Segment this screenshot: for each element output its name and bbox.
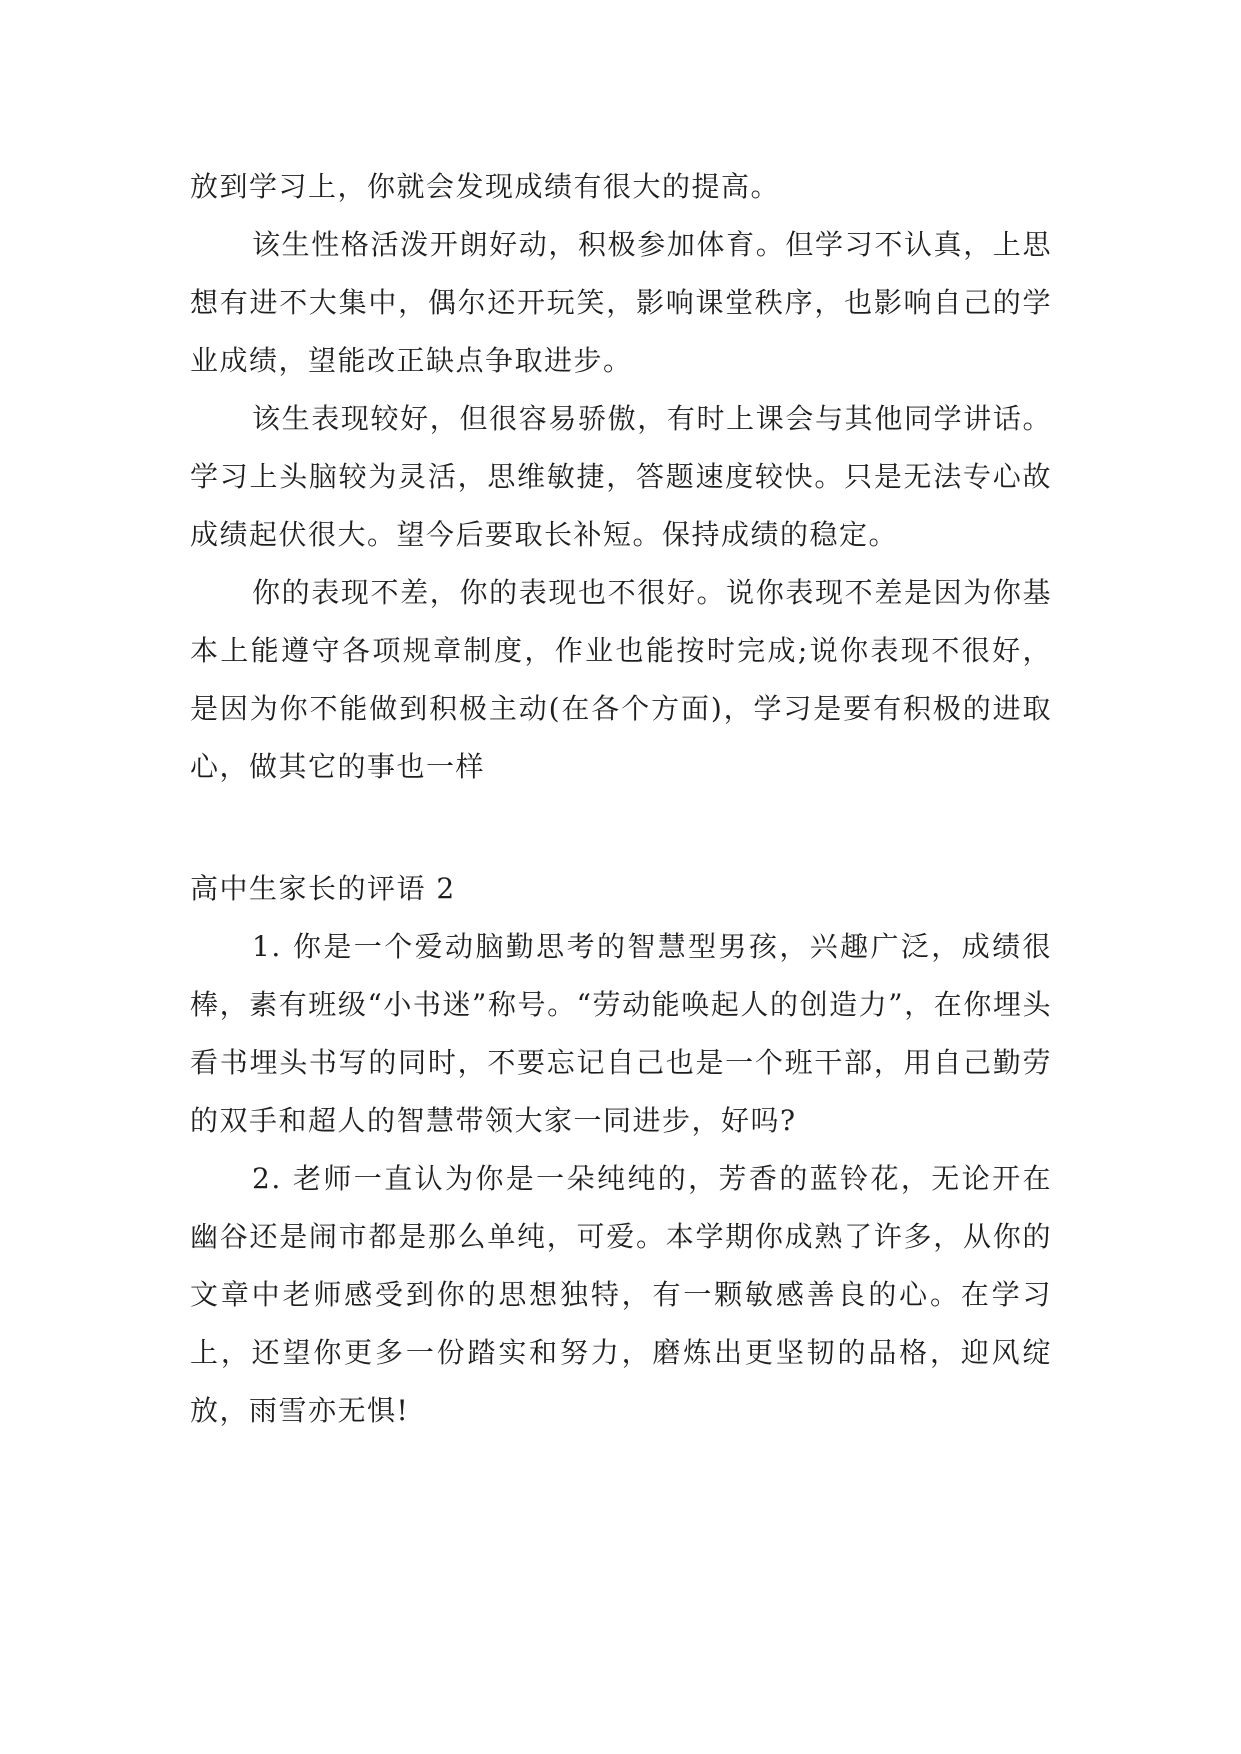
paragraph-continuation: 放到学习上，你就会发现成绩有很大的提高。	[190, 170, 781, 203]
paragraph-comment-lively-student: 该生性格活泼开朗好动，积极参加体育。但学习不认真，上思想有进不大集中，偶尔还开玩笑，影响课堂秩序，也影响自己的学业成绩，望能改正缺点争取进步。	[190, 228, 1052, 377]
paragraph-comment-good-performance: 该生表现较好，但很容易骄傲，有时上课会与其他同学讲话。学习上头脑较为灵活，思维敏捷，答题速度较快。只是无法专心故成绩起伏很大。望今后要取长补短。保持成绩的稳定。	[190, 402, 1052, 551]
paragraph-comment-1: 1. 你是一个爱动脑勤思考的智慧型男孩，兴趣广泛，成绩很棒，素有班级“小书迷”称号。“劳动能唤起人的创造力”，在你埋头看书埋头书写的同时，不要忘记自己也是一个班干部，用自己勤劳的双手和超人的智慧带领大家一同进步，好吗?	[190, 930, 1052, 1137]
paragraph-comment-not-bad: 你的表现不差，你的表现也不很好。说你表现不差是因为你基本上能遵守各项规章制度，作业也能按时完成;说你表现不很好，是因为你不能做到积极主动(在各个方面)，学习是要有积极的进取心，做其它的事也一样	[190, 576, 1052, 783]
paragraph-comment-2: 2. 老师一直认为你是一朵纯纯的，芳香的蓝铃花，无论开在幽谷还是闹市都是那么单纯，可爱。本学期你成熟了许多，从你的文章中老师感受到你的思想独特，有一颗敏感善良的心。在学习上，还望你更多一份踏实和努力，磨炼出更坚韧的品格，迎风绽放，雨雪亦无惧!	[190, 1162, 1052, 1427]
section-heading: 高中生家长的评语 2	[190, 872, 456, 905]
document-page	[190, 158, 1052, 1440]
